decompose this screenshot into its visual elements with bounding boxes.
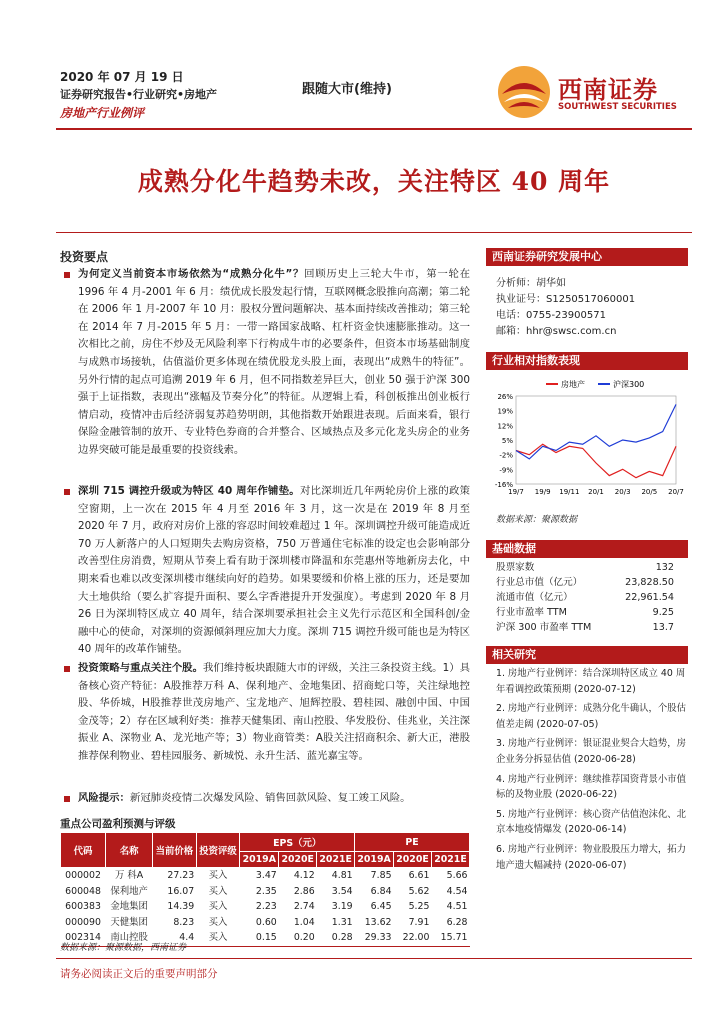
table-cell: 保利地产 — [110, 885, 148, 897]
table-row — [61, 915, 470, 931]
y-tick-label: -16% — [494, 481, 513, 489]
col-code: 代码 — [61, 833, 106, 868]
col-year: 2019A — [355, 852, 394, 868]
bullet-marker — [64, 796, 70, 802]
report-date: 2020 年 07 月 19 日 — [60, 70, 184, 84]
report-series: 房地产行业例评 — [60, 106, 145, 120]
legend-label-realestate: 房地产 — [561, 380, 585, 389]
performance-chart — [486, 372, 688, 502]
bullet-4-text: 新冠肺炎疫情二次爆发风险、销售回款风险、复工竣工风险。 — [129, 792, 411, 804]
legend-label-hs300: 沪深300 — [613, 380, 645, 389]
table-row: 流通市值（亿元） 22,961.54 — [496, 592, 674, 603]
basic-data-table — [496, 560, 674, 635]
y-tick-label: -2% — [499, 451, 513, 460]
table-cell: 买入 — [196, 930, 240, 946]
table-cell: 0.60 — [255, 916, 277, 928]
rating: 跟随大市(维持) — [302, 82, 392, 97]
bullet-marker — [64, 489, 70, 495]
chart-frame — [516, 396, 676, 484]
table-cell: 0.20 — [279, 930, 317, 946]
footer-divider — [56, 958, 692, 959]
bullet-1-lead: 为何定义当前资本市场依然为“成熟分化牛”？ — [78, 268, 305, 280]
related-item[interactable]: 5. 房地产行业例评：核心资产估值泡沫化、北京本地疫情爆发 (2020-06-14) — [496, 808, 687, 836]
bullet-3 — [60, 660, 470, 766]
table-cell: 1.31 — [331, 916, 353, 928]
logo-text-cn: 西南证券 — [558, 75, 658, 104]
analyst-phone: 电话：0755-23900571 — [496, 310, 606, 321]
table-cell: 买入 — [208, 901, 228, 913]
bullet-4-lead: 风险提示： — [78, 792, 130, 804]
table-cell: 5.62 — [408, 885, 430, 897]
perf-heading: 行业相对指数表现 — [486, 352, 688, 370]
table-cell: 1.04 — [293, 916, 315, 928]
x-tick-label: 19/11 — [559, 488, 580, 496]
y-tick-label: 12% — [497, 422, 513, 431]
y-tick-label: 5% — [501, 437, 513, 445]
table-cell: 0.28 — [317, 930, 355, 946]
bullet-2-text: 对比深圳近几年两轮房价上涨的政策空窗期，上一次在 2015 年 4 月至 2016 年 3 月，这一次是在 2019 年 8 月至 2020 年 7 月，政府对房价上涨的容忍时间较难超过 1 年。深圳调控升级可能造成近 70 万人新落户的人口短期失去购房资格，750 万普通住宅标准的设定也会影响部分改善型住房消费，短期从节奏上看有助于深圳楼市降温和东莞惠州等地新房去化，中期来看也难以改变深圳楼市继续向好的趋势。如果要缓和价格上涨的压力，还是要加大土地供给（要么扩容提升面积、要么字香港提升开发强度）。考虑到 2020 年 8 月 26 日为深圳特区成立 40 周年，结合深圳要承担社会主义先行示范区和全国科创/金融中心的使命，对深圳的资源倾斜理应加大力度。深圳 715 调控升级可能也是为特区 40 周年的改革作铺垫。 — [78, 485, 471, 656]
col-pe: PE — [355, 833, 470, 852]
table-cell: 8.23 — [173, 916, 195, 928]
table-row — [61, 899, 470, 915]
y-tick-label: 26% — [497, 393, 513, 401]
table-cell: 南山控股 — [106, 930, 153, 946]
basic-heading: 基础数据 — [486, 540, 688, 558]
analyst-name: 分析师：胡华如 — [496, 278, 566, 289]
col-eps: EPS（元） — [240, 833, 355, 852]
team-heading: 西南证券研究发展中心 — [486, 248, 688, 266]
x-tick-label: 20/5 — [641, 488, 658, 496]
header-divider — [56, 128, 692, 130]
table-cell: 金地集团 — [110, 901, 148, 913]
col-name: 名称 — [106, 833, 153, 868]
bullet-4 — [60, 790, 470, 808]
col-rating: 投资评级 — [196, 833, 240, 868]
table-cell: 13.62 — [364, 916, 392, 928]
report-type: 证券研究报告•行业研究•房地产 — [60, 88, 218, 101]
x-tick-label: 19/7 — [508, 488, 524, 496]
table-cell: 15.71 — [431, 930, 469, 946]
bullet-marker — [64, 272, 70, 278]
analyst-license: 执业证号：S1250517060001 — [496, 294, 636, 305]
related-list — [496, 666, 688, 877]
table-cell: 2.35 — [255, 885, 277, 897]
table-cell: 4.51 — [446, 901, 468, 913]
table-cell: 天健集团 — [110, 916, 148, 928]
table-cell: 4.81 — [331, 870, 353, 881]
table-cell: 2.74 — [293, 901, 315, 913]
table-row: 行业总市值（亿元） 23,828.50 — [496, 577, 674, 588]
table-cell: 2.23 — [255, 901, 277, 913]
table-cell: 5.25 — [408, 901, 430, 913]
x-tick-label: 20/7 — [668, 488, 684, 496]
col-year: 2020E — [394, 852, 432, 868]
bullet-2 — [60, 483, 470, 659]
x-tick-label: 20/3 — [614, 488, 631, 496]
analyst-email[interactable]: 邮箱：hhr@swsc.com.cn — [496, 326, 617, 337]
table-cell: 600383 — [65, 901, 101, 913]
related-item[interactable]: 6. 房地产行业例评：物业股股压力增大，拓力地产遗大幅减持 (2020-06-07) — [496, 843, 687, 871]
y-tick-label: 19% — [497, 407, 513, 416]
bullet-3-lead: 投资策略与重点关注个股。 — [78, 662, 203, 674]
col-year: 2020E — [279, 852, 317, 868]
bullet-1 — [60, 266, 470, 460]
table-cell: 3.19 — [331, 901, 353, 913]
chart-source: 数据来源：聚源数据 — [496, 515, 578, 525]
table-cell: 7.91 — [408, 916, 430, 928]
table-cell: 0.15 — [240, 930, 279, 946]
col-year: 2019A — [240, 852, 279, 868]
related-heading: 相关研究 — [486, 646, 688, 664]
table-cell: 4.12 — [293, 870, 315, 881]
col-year: 2021E — [431, 852, 469, 868]
y-tick-label: -9% — [499, 466, 513, 475]
table-cell: 6.28 — [446, 916, 468, 928]
table-row — [61, 884, 470, 900]
table-row — [61, 868, 470, 884]
bullet-3-text: 我们维持板块跟随大市的评级，关注三条投资主线。1）具备核心资产特征：A股推荐万科 A、保利地产、金地集团、招商蛇口等，关注绿地控股、华侨城，H股推荐世茂房地产、宝龙地产、旭辉控股、碧桂园、融创中国、中国金茂等；2）存在区域利好类：推荐天健集团、南山控股、华发股份、佳兆业，关注深振业 A、深物业 A、龙光地产等；3）物业商管类：A股关注招商积余、新大正，港股推荐保利物业、碧桂园服务、新城悦、永升生活、蓝光嘉宝等。 — [78, 662, 471, 762]
table-cell: 7.85 — [370, 870, 392, 881]
table-cell: 600048 — [65, 885, 101, 897]
title-divider — [56, 232, 692, 233]
bullet-1-text: 回顾历史上三轮大牛市，第一轮在 1996 年 4 月-2001 年 6 月：绩优成长股发起行情，互联网概念股推向高潮；第二轮在 2006 年 1 月-2007 年 10 月：股权分置问题解决、基本面持续改善推动；第三轮在 2014 年 7 月-2015 年 5 月：一带一路国家战略、杠杆资金快速膨胀推动。这一次相比之前，房住不炒及无风险利率下行构成牛市的必要条件，但资本市场基础制度与成熟市场接轨，估值溢价更多体现在绩优股龙头股上面，表现出“成熟牛的特征”。另外行情的起点可追溯 2019 年 6 月，但不同指数差异巨大，创业 50 强于沪深 300 强于上证指数，表现出“涨幅及节奏分化”的特征。从逻辑上看，科创板推出创业板行情启动，疫情冲击后经济弱复苏趋势明朗，其他指数开始跟进表现。后面来看，银行保险金融管制的放开、专业特色券商的合并整合、区域热点及多元化龙头房企的业务边界突破可能是最重要的投资线索。 — [78, 268, 471, 456]
page-title: 成熟分化牛趋势未改，关注特区 40 周年 — [137, 167, 611, 196]
table-row: 沪深 300 市盈率 TTM 13.7 — [496, 622, 674, 633]
table-row: 股票家数 132 — [496, 562, 674, 573]
table-cell: 6.45 — [370, 901, 392, 913]
table-cell: 4.54 — [446, 885, 468, 897]
table-row: 行业市盈率 TTM 9.25 — [496, 607, 674, 618]
table-cell: 000002 — [65, 870, 101, 881]
company-logo — [496, 62, 686, 122]
col-price: 当前价格 — [153, 833, 197, 868]
related-item[interactable]: 4. 房地产行业例评：继续推荐国资背景小市值标的及物业股 (2020-06-22) — [496, 773, 687, 801]
logo-emblem-icon — [496, 64, 552, 120]
table-cell: 14.39 — [167, 901, 195, 913]
related-item[interactable]: 1. 房地产行业例评：结合深圳特区成立 40 周年看调控政策预期 (2020-07-12) — [496, 668, 686, 695]
table-cell: 万 科A — [115, 870, 144, 881]
bullet-marker — [64, 666, 70, 672]
table-cell: 买入 — [208, 885, 228, 897]
table-cell: 000090 — [65, 916, 101, 928]
table-cell: 4.4 — [153, 930, 197, 946]
table-cell: 6.61 — [408, 870, 430, 881]
table-cell: 27.23 — [167, 870, 195, 881]
x-tick-label: 20/1 — [588, 488, 604, 496]
related-item[interactable]: 2. 房地产行业例评：成熟分化牛确认，个股估值差走阔 (2020-07-05) — [496, 703, 687, 730]
series-line-hs300 — [516, 404, 676, 459]
table-cell: 6.84 — [370, 885, 392, 897]
table-cell: 买入 — [208, 870, 228, 881]
table-cell: 16.07 — [167, 885, 195, 897]
footer-disclaimer[interactable]: 请务必阅读正文后的重要声明部分 — [60, 968, 218, 980]
x-tick-label: 19/9 — [534, 488, 551, 496]
table-heading: 重点公司盈利预测与评级 — [60, 818, 176, 830]
table-source: 数据来源：聚源数据，西南证券 — [60, 943, 187, 953]
table-cell: 3.47 — [255, 870, 277, 881]
table-cell: 002314 — [61, 930, 106, 946]
related-item[interactable]: 3. 房地产行业例评：银证混业契合大趋势，房企业务分拆显估值 (2020-06-28) — [496, 738, 687, 765]
col-year: 2021E — [317, 852, 355, 868]
investment-heading: 投资要点 — [60, 250, 109, 264]
table-cell: 2.86 — [293, 885, 315, 897]
table-cell: 29.33 — [355, 930, 394, 946]
table-cell: 3.54 — [331, 885, 353, 897]
company-forecast-table — [60, 832, 470, 947]
performance-chart-svg — [486, 372, 688, 502]
logo-text-en: SOUTHWEST SECURITIES — [558, 102, 677, 112]
table-cell: 买入 — [208, 916, 228, 928]
bullet-2-lead: 深圳 715 调控升级或为特区 40 周年作铺垫。 — [78, 485, 300, 497]
table-cell: 22.00 — [394, 930, 432, 946]
table-cell: 5.66 — [446, 870, 468, 881]
